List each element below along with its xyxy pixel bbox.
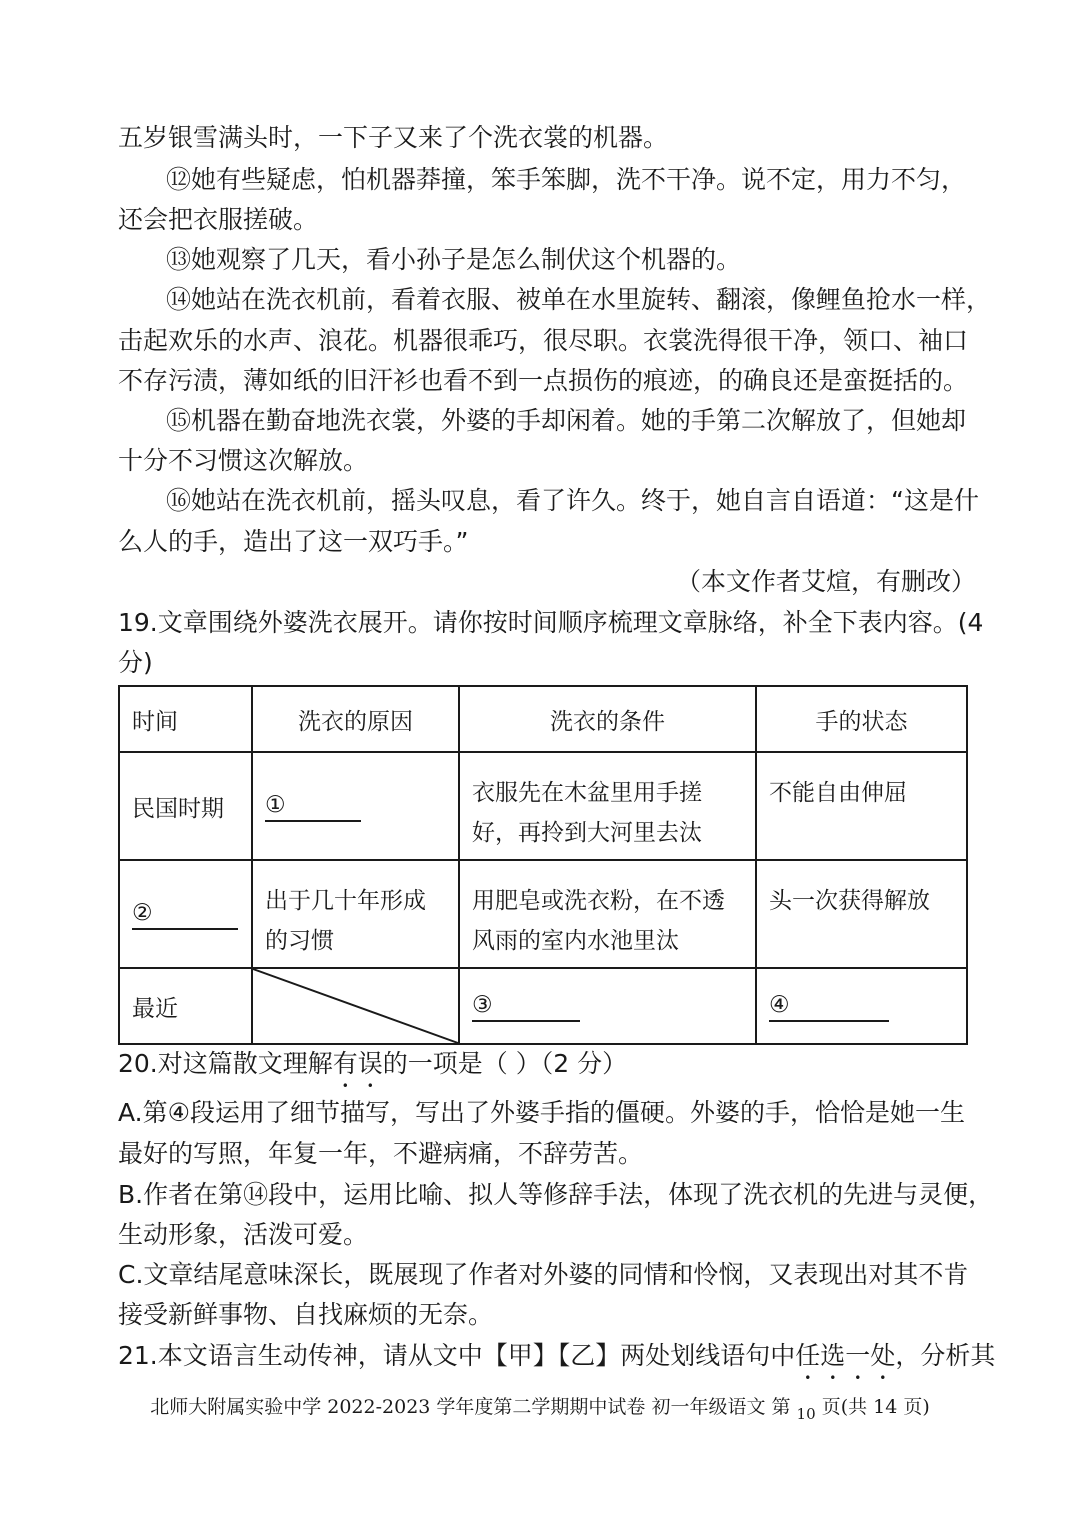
- q21-title: [118, 1343, 995, 1368]
- q21-emphasis-yi: 一: [845, 1341, 871, 1370]
- row1-condition-line1: 衣服先在木盆里用手搓: [472, 780, 702, 806]
- row1-hand-text: 不能自由伸屈: [769, 780, 907, 806]
- q20-option-c-line1: C.文章结尾意味深长，既展现了作者对外婆的同情和怜悯，又表现出对其不肯: [118, 1260, 969, 1289]
- q20-option-a-line2: 最好的写照，年复一年，不避病痛，不辞劳苦。: [118, 1139, 644, 1168]
- row2-condition: [459, 860, 756, 968]
- passage-line-1: 五岁银雪满头时，一下子又来了个洗衣裳的机器。: [118, 123, 669, 152]
- passage-line-7: 不存污渍，薄如纸的旧汗衫也看不到一点损伤的痕迹，的确良还是蛮挺括的。: [118, 366, 969, 395]
- blank-4[interactable]: ④: [769, 990, 889, 1022]
- header-time: [119, 686, 252, 752]
- blank-2[interactable]: ②: [132, 898, 238, 930]
- passage-source: （本文作者艾煊，有删改）: [676, 567, 977, 596]
- header-condition: 洗衣的条件: [459, 686, 756, 752]
- passage-line-3: 还会把衣服搓破。: [118, 205, 319, 234]
- q19-title: 19.文章围绕外婆洗衣展开。请你按时间顺序梳理文章脉络，补全下表内容。(4: [118, 608, 984, 637]
- row1-condition: [459, 752, 756, 860]
- blank-1[interactable]: ①: [265, 790, 361, 822]
- passage-line-4: ⑬她观察了几天，看小孙子是怎么制伏这个机器的。: [166, 245, 742, 274]
- row3-hand[interactable]: [756, 968, 967, 1044]
- table-header-row: [119, 686, 967, 752]
- footer-page-total: 页(共 14 页): [821, 1396, 930, 1418]
- row1-reason[interactable]: [252, 752, 459, 860]
- row3-time: [119, 968, 252, 1044]
- header-time-label: 时间: [132, 708, 178, 735]
- table-row: [119, 752, 967, 860]
- q20-emphasis-wu: 误: [357, 1049, 383, 1078]
- q20-option-b-line1: B.作者在第⑭段中，运用比喻、拟人等修辞手法，体现了洗衣机的先进与灵便，: [118, 1180, 994, 1209]
- table-row: [119, 860, 967, 968]
- q20-title: [118, 1051, 627, 1076]
- passage-line-9: 十分不习惯这次解放。: [118, 446, 369, 475]
- row2-hand-text: 头一次获得解放: [769, 888, 930, 914]
- passage-line-10: ⑯她站在洗衣机前，摇头叹息，看了许久。终于，她自言自语道：“这是什: [166, 486, 979, 515]
- row2-reason: [252, 860, 459, 968]
- outline-table: [118, 685, 968, 1045]
- q21-title-a: 21.本文语言生动传神，请从文中【甲】【乙】两处划线语句中: [118, 1341, 796, 1370]
- row1-condition-line2: 好，再拎到大河里去汰: [472, 820, 702, 846]
- row2-condition-line1: 用肥皂或洗衣粉，在不透: [472, 888, 725, 914]
- q21-emphasis-chu: 处: [870, 1341, 896, 1370]
- row3-time-label: 最近: [132, 995, 178, 1022]
- row1-hand: [756, 752, 967, 860]
- row2-reason-line2: 的习惯: [265, 928, 334, 954]
- passage-line-6: 击起欢乐的水声、浪花。机器很乖巧，很尽职。衣裳洗得很干净，领口、袖口: [118, 326, 969, 355]
- row2-time[interactable]: [119, 860, 252, 968]
- q20-option-a-line1: A.第④段运用了细节描写，写出了外婆手指的僵硬。外婆的手，恰恰是她一生: [118, 1098, 966, 1127]
- row2-reason-line1: 出于几十年形成: [265, 888, 426, 914]
- row3-condition[interactable]: [459, 968, 756, 1044]
- passage-line-2: ⑫她有些疑虑，怕机器莽撞，笨手笨脚，洗不干净。说不定，用力不匀，: [166, 165, 967, 194]
- q20-option-b-line2: 生动形象，活泼可爱。: [118, 1220, 369, 1249]
- q20-title-a: 20.对这篇散文理解: [118, 1049, 333, 1078]
- row2-condition-line2: 风雨的室内水池里汰: [472, 928, 679, 954]
- table-row: [119, 968, 967, 1044]
- header-reason: 洗衣的原因: [252, 686, 459, 752]
- header-hand-state: 手的状态: [756, 686, 967, 752]
- diagonal-slash: [253, 969, 458, 1043]
- q20-title-b: 的一项是（ ）（2 分）: [382, 1049, 628, 1078]
- passage-line-5: ⑭她站在洗衣机前，看着衣服、被单在水里旋转、翻滚，像鲤鱼抢水一样，: [166, 285, 992, 314]
- row1-time: [119, 752, 252, 860]
- footer-school-text: 北师大附属实验中学 2022-2023 学年度第二学期期中试卷 初一年级语文 第: [150, 1396, 791, 1418]
- passage-line-8: ⑮机器在勤奋地洗衣裳，外婆的手却闲着。她的手第二次解放了，但她却: [166, 406, 967, 435]
- page-footer: [0, 1392, 1080, 1423]
- row2-hand: [756, 860, 967, 968]
- q19-title-cont: 分): [118, 648, 153, 677]
- row1-time-label: 民国时期: [132, 795, 224, 822]
- row3-reason-crossed: [252, 968, 459, 1044]
- footer-page-number: 10: [796, 1405, 816, 1423]
- q21-title-b: ，分析其: [895, 1341, 996, 1370]
- q20-option-c-line2: 接受新鲜事物、自找麻烦的无奈。: [118, 1300, 494, 1329]
- passage-line-11: 么人的手，造出了这一双巧手。”: [118, 527, 469, 556]
- q20-emphasis-you: 有: [332, 1049, 358, 1078]
- q21-emphasis-xuan: 选: [820, 1341, 846, 1370]
- q21-emphasis-ren: 任: [795, 1341, 821, 1370]
- blank-3[interactable]: ③: [472, 990, 580, 1022]
